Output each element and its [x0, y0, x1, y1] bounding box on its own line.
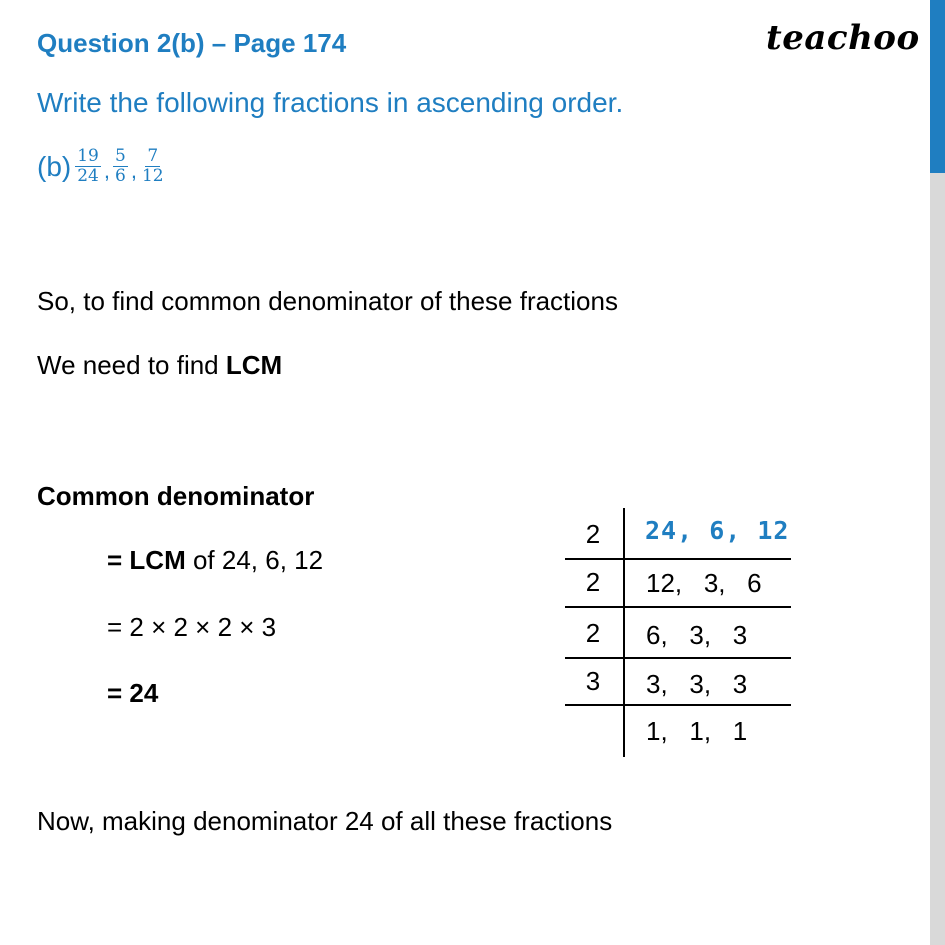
- table-row-divider: [565, 606, 791, 608]
- table-row-divider: [565, 657, 791, 659]
- fraction-3-numerator: 7: [147, 146, 159, 166]
- fraction-1-denominator: 24: [77, 166, 99, 186]
- fraction-2-numerator: 5: [115, 146, 126, 166]
- fraction-3: [140, 147, 166, 186]
- common-denominator-heading: Common denominator: [37, 481, 315, 511]
- lcm-expression: [107, 545, 323, 575]
- solution-line-common-denominator: So, to find common denominator of these fractions: [37, 286, 618, 316]
- quotient-cell: 3, 3, 3: [646, 669, 748, 699]
- fraction-1: [75, 147, 101, 186]
- lcm-result: = 24: [107, 678, 159, 708]
- dividend-cell: 24, 6, 12: [645, 516, 790, 545]
- teachoo-logo: teachoo: [766, 18, 920, 58]
- divisor-cell: 2: [585, 519, 601, 549]
- quotient-cell: 12, 3, 6: [646, 568, 762, 598]
- fraction-separator: ,: [130, 157, 137, 183]
- fraction-2: [113, 147, 128, 186]
- question-title: Question 2(b) – Page 174: [37, 28, 347, 58]
- question-text: Write the following fractions in ascending order.: [37, 87, 624, 118]
- side-scrollbar-thumb[interactable]: [930, 0, 945, 173]
- fraction-separator: ,: [103, 157, 110, 183]
- lcm-keyword: LCM: [225, 350, 283, 380]
- lcm-equals: = LCM: [107, 545, 186, 575]
- quotient-cell: 1, 1, 1: [646, 716, 748, 746]
- divisor-cell: 2: [585, 618, 601, 648]
- divisor-cell: 3: [585, 666, 601, 696]
- prime-product: = 2 × 2 × 2 × 3: [107, 612, 277, 642]
- lcm-of-numbers: of 24, 6, 12: [185, 545, 324, 575]
- fraction-1-numerator: 19: [77, 146, 99, 166]
- table-vertical-divider: [623, 508, 625, 757]
- part-label: (b): [37, 150, 72, 182]
- question-part: [37, 147, 168, 186]
- solution-line-making-denominator: Now, making denominator 24 of all these fractions: [37, 806, 613, 836]
- fraction-3-denominator: 12: [141, 166, 164, 186]
- table-row-divider: [565, 558, 791, 560]
- divisor-cell: 2: [585, 567, 601, 597]
- quotient-cell: 6, 3, 3: [646, 620, 748, 650]
- fraction-2-denominator: 6: [115, 166, 126, 186]
- find-lcm-prefix: We need to find: [37, 350, 226, 380]
- table-row-divider: [565, 704, 791, 706]
- solution-line-find-lcm: [37, 350, 282, 380]
